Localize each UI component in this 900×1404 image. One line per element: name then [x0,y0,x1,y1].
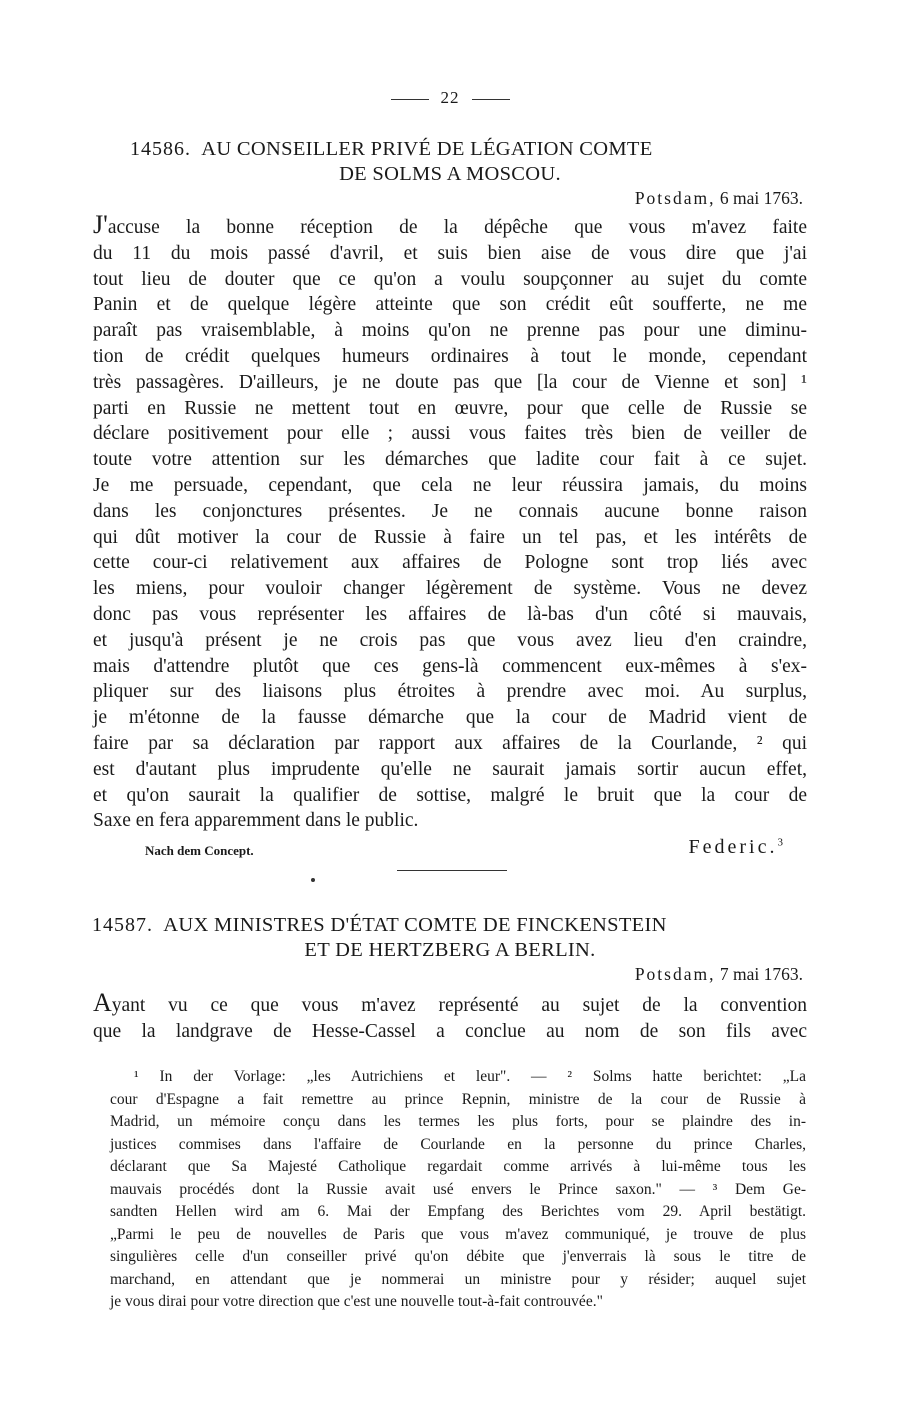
letter-dateline-14586 [635,188,803,209]
letter-date: 6 mai 1763. [719,188,803,208]
body-text-line: et qu'on saurait la qualifier de sottise, malgré le bruit que la cour de [93,784,807,806]
letter-recipient-line2: ET DE HERTZBERG A BERLIN. [304,939,596,961]
body-text-line: je m'étonne de la fausse démarche que la cour de Madrid vient de [93,707,807,729]
footnote-line: „Parmi le peu de nouvelles de Paris que vous m'avez communiqué, je trouve de plus [110,1225,806,1243]
letter-heading-14586 [92,137,808,187]
letter-heading-14587 [92,913,808,963]
body-text-line: tout lieu de douter que ce qu'on a voulu soupçonner au sujet du comte [93,268,807,290]
body-text-line: très passagères. D'ailleurs, je ne doute pas que [la cour de Vienne et son] ¹ [93,371,807,393]
body-text-line: mais d'attendre plutôt que ces gens-là commencent eux-mêmes à s'ex- [93,655,807,677]
body-text-line: paraît pas vraisemblable, à moins qu'on ne prenne pas pour une diminu- [93,320,807,342]
signature-name: Federic. [688,836,778,858]
footnotes [110,1066,806,1314]
signature-footnote-marker: 3 [777,836,783,849]
footnote-line: marchand, en attendant que je nommerai un ministre pour y résider; auquel sujet [110,1270,806,1288]
body-text-line: les miens, pour vouloir changer légèrement de système. Vous ne devez [93,578,807,600]
body-text-line: est d'autant plus imprudente qu'elle ne saurait jamais sortir aucun effet, [93,758,807,780]
print-speck [311,878,315,882]
letter-heading-line1 [92,913,808,938]
footnote-line: singulières celle d'un conseiller privé qu'on débite que j'enverrais là sous le titre de [110,1248,806,1265]
footnote-line: déclarant que Sa Majesté Catholique regardait comme arrivés à lui-même tous les [110,1158,806,1175]
body-text-line: qui dût motiver la cour de Russie à faire un tel pas, et les intérêts de [93,526,807,548]
letter-source-note: Nach dem Concept. [145,843,254,858]
letter-number: 14587. [92,914,153,936]
letter-body-14586 [93,212,807,834]
page-number-rule-right [472,99,510,100]
footnote-line: mauvais procédés dont la Russie avait usé envers le Prince saxon." — ³ Dem Ge- [110,1180,806,1198]
letter-number: 14586. [130,138,191,160]
letter-heading-line1 [92,137,808,162]
body-text-line: et jusqu'à présent je ne crois pas que vous avez lieu d'en craindre, [93,629,807,651]
page-number [0,88,900,108]
body-text-line: parti en Russie ne mettent tout en œuvre, pour que celle de Russie se [93,397,807,419]
footnote-line: ¹ In der Vorlage: „les Autrichiens et leur". — ² Solms hatte berichtet: „La [134,1068,806,1085]
footnote-line: Madrid, un mémoire conçu dans les termes les plus forts, pour se plaindre des in- [110,1113,806,1130]
body-text-line: dans les conjonctures présentes. Je ne connais aucune bonne raison [93,500,807,522]
body-text-line: du 11 du mois passé d'avril, et suis bien aise de vous dire que j'ai [93,242,807,264]
letter-place: Potsdam, [634,188,716,208]
letter-recipient-line1: AU CONSEILLER PRIVÉ DE LÉGATION COMTE [201,138,653,160]
body-text-line: Je me persuade, cependant, que cela ne leur réussira jamais, du moins [93,474,807,496]
letter-recipient-line2: DE SOLMS A MOSCOU. [339,163,561,185]
footnote-line: cour d'Espagne a fait remettre au prince Repnin, ministre de la cour de Russie à [110,1090,806,1108]
footnote-line: sandten Hellen wird am 6. Mai der Empfang des Berichtes vom 29. April bestätigt. [110,1203,806,1220]
body-text-line: faire par sa déclaration par rapport aux affaires de la Courlande, ² qui [93,732,807,754]
page-number-text: 22 [440,88,460,107]
letter-dateline-14587 [635,964,803,985]
body-text-line: Ayant vu ce que vous m'avez représenté au sujet de la convention [93,988,807,1017]
footnote-line: justices commises dans l'affaire de Courlande en la personne du prince Charles, [110,1135,806,1153]
section-divider [397,870,507,871]
body-text-line: pliquer sur des liaisons plus étroites à prendre avec moi. Au surplus, [93,681,807,703]
letter-recipient-line1: AUX MINISTRES D'ÉTAT COMTE DE FINCKENSTEIN [163,914,667,936]
body-text-line: J'accuse la bonne réception de la dépêche que vous m'avez faite [93,210,807,239]
body-text-line: cette cour-ci relativement aux affaires de Pologne sont trop liés avec [93,552,807,574]
footnote-line: je vous dirai pour votre direction que c'est une nouvelle tout-à-fait controuvée." [110,1293,603,1310]
body-text-line: Saxe en fera apparemment dans le public. [93,810,419,832]
letter-signature [689,836,783,859]
page-number-rule-left [391,99,429,100]
body-text-line: donc pas vous représenter les affaires de là-bas d'un côté si mauvais, [93,603,807,625]
letter-date: 7 mai 1763. [719,964,803,984]
body-text-line: déclare positivement pour elle ; aussi vous faites très bien de veiller de [93,423,807,445]
letter-place: Potsdam, [634,964,716,984]
letter-body-14587 [93,990,807,1045]
body-text-line: Panin et de quelque légère atteinte que son crédit eût soufferte, ne me [93,294,807,316]
body-text-line: que la landgrave de Hesse-Cassel a conclue au nom de son fils avec [93,1020,807,1042]
body-text-line: toute votre attention sur les démarches que ladite cour fait à ce sujet. [93,449,807,471]
body-text-line: tion de crédit quelques humeurs ordinaires à tout le monde, cependant [93,345,807,367]
